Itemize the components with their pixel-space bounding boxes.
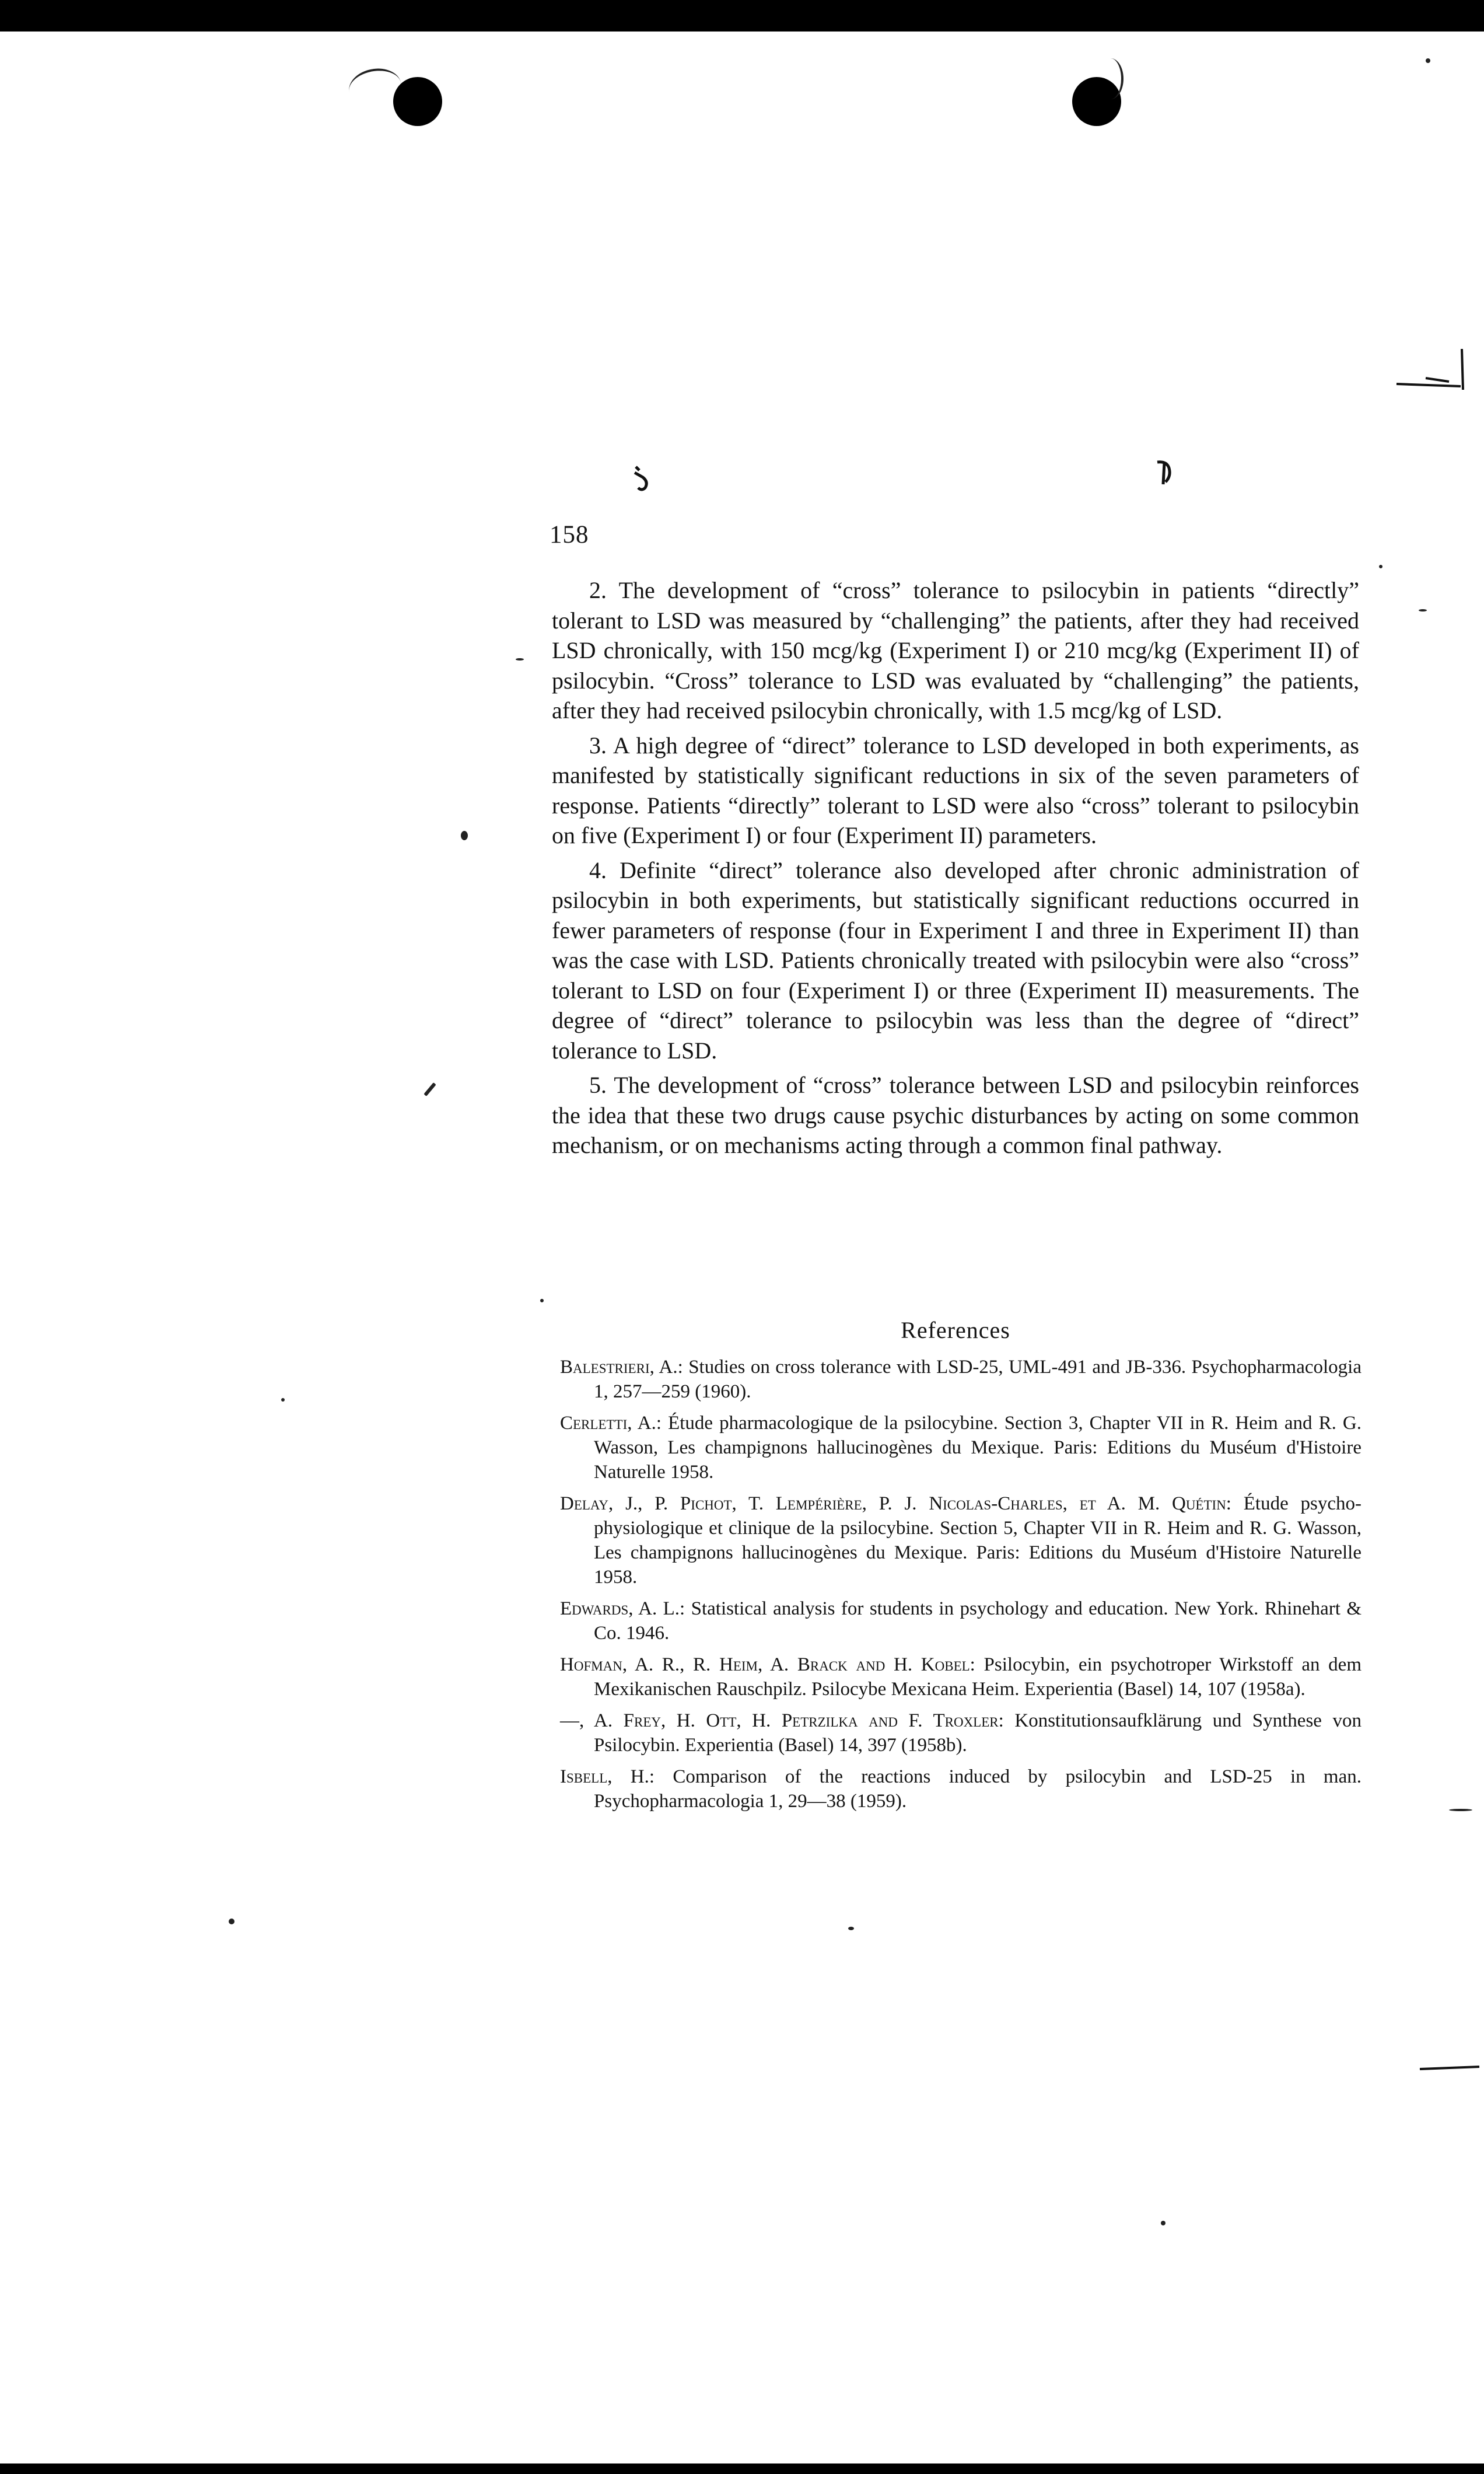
reference-entry: [560, 1708, 1362, 1757]
reference-text: Étude psycho-physiologique et clinique de la psilocybine. Section 5, Chapter VII in R. Heim and R. G. Wasson, Les champignons hallucinogènes du Mexique. Paris: Editions du Muséum d'Histoire Naturelle 1958.: [594, 1493, 1362, 1588]
scan-speck: [1449, 1809, 1472, 1811]
references-list: [560, 1355, 1362, 1820]
conclusions-body: [552, 575, 1359, 1165]
paragraph-5: 5. The development of “cross” tolerance between LSD and psilocybin reinforces the idea that these two drugs cause psychic disturbances by acting on some common mechanism, or on mechanisms acting through a common final pathway.: [552, 1072, 1359, 1158]
staple-mark-left-icon: [631, 464, 654, 494]
reference-author: —, A. Frey, H. Ott, H. Petrzilka and F. Troxler:: [560, 1710, 1004, 1731]
reference-text: Konstitutionsaufklärung und Synthese von Psilocybin. Experientia (Basel) 14, 397 (1958b).: [594, 1710, 1362, 1756]
paragraph-2: 2. The development of “cross” tolerance to psilocybin in patients “directly” tolerant to LSD was measured by “challenging” the patients, after they had received LSD chronically, with 150 mcg/kg (Experiment I) or 210 mcg/kg (Experiment II) of psilocybin. “Cross” tolerance to LSD was evaluated by “challenging” the patients, after they had received psilocybin chronically, with 1.5 mcg/kg of LSD.: [552, 577, 1359, 724]
reference-author: Hofman, A. R., R. Heim, A. Brack and H. Kobel:: [560, 1654, 975, 1675]
reference-entry: [560, 1355, 1362, 1404]
scan-top-border: [0, 0, 1484, 32]
scan-speck: [516, 658, 524, 661]
paragraph-4: 4. Definite “direct” tolerance also developed after chronic administration of psilocybin in both experiments, but statistically significant reductions occurred in fewer parameters of response (four in Experiment I and three in Experiment II) than was the case with LSD. Patients chronically treated with psilocybin were also “cross” tolerant to LSD on four (Experiment I) or three (Experiment II) measurements. The degree of “direct” tolerance to psilocybin was less than the degree of “direct” tolerance to LSD.: [552, 857, 1359, 1064]
scan-bottom-border: [0, 2463, 1484, 2474]
reference-author: Isbell, H.:: [560, 1766, 655, 1787]
edge-scribble-icon: [1391, 343, 1466, 396]
reference-author: Balestrieri, A.:: [560, 1357, 683, 1378]
scan-speck: [1426, 58, 1430, 63]
reference-author: Edwards, A. L.:: [560, 1598, 685, 1619]
reference-entry: [560, 1652, 1362, 1701]
reference-entry: [560, 1596, 1362, 1645]
reference-entry: [560, 1411, 1362, 1484]
page-number: 158: [550, 521, 589, 548]
punch-hole-left: [393, 77, 442, 126]
scan-speck: [1419, 609, 1427, 611]
reference-text: Psilocybin, ein psychotroper Wirkstoff an dem Mexikanischen Rauschpilz. Psilocybe Mexicana Heim. Experientia (Basel) 14, 107 (1958a).: [594, 1654, 1362, 1700]
scan-speck: [461, 831, 468, 840]
reference-entry: [560, 1764, 1362, 1813]
scan-speck: [540, 1299, 544, 1302]
scan-speck: [848, 1927, 854, 1930]
reference-entry: [560, 1491, 1362, 1589]
paragraph-3: 3. A high degree of “direct” tolerance to LSD developed in both experiments, as manifested by statistically significant reductions in six of the seven parameters of response. Patients “directly” tolerant to LSD were also “cross” tolerant to psilocybin on five (Experiment I) or four (Experiment II) parameters.: [552, 732, 1359, 848]
scan-speck: [1379, 565, 1382, 568]
scan-speck: [424, 1082, 436, 1096]
scan-speck: [229, 1919, 235, 1924]
scan-speck: [1161, 2221, 1166, 2225]
staple-mark-right-icon: [1154, 459, 1177, 488]
edge-scribble-lower-icon: [1418, 2062, 1482, 2076]
reference-text: Comparison of the reactions induced by psilocybin and LSD-25 in man. Psychopharmacologia 1, 29—38 (1959).: [594, 1766, 1362, 1812]
reference-text: Statistical analysis for students in psychology and education. New York. Rhinehart & Co. 1946.: [594, 1598, 1362, 1644]
reference-text: Studies on cross tolerance with LSD-25, UML-491 and JB-336. Psychopharmacologia 1, 257—259 (1960).: [594, 1357, 1362, 1402]
reference-text: Étude pharmacologique de la psilocybine. Section 3, Chapter VII in R. Heim and R. G. Wasson, Les champignons hallucinogènes du Mexique. Paris: Editions du Muséum d'Histoire Naturelle 1958.: [594, 1413, 1362, 1483]
reference-author: Cerletti, A.:: [560, 1413, 662, 1434]
reference-author: Delay, J., P. Pichot, T. Lempérière, P. J. Nicolas-Charles, et A. M. Quétin:: [560, 1493, 1231, 1514]
references-heading: References: [901, 1317, 1010, 1343]
punch-hole-arc-right: [1098, 58, 1124, 99]
scan-speck: [281, 1398, 285, 1402]
